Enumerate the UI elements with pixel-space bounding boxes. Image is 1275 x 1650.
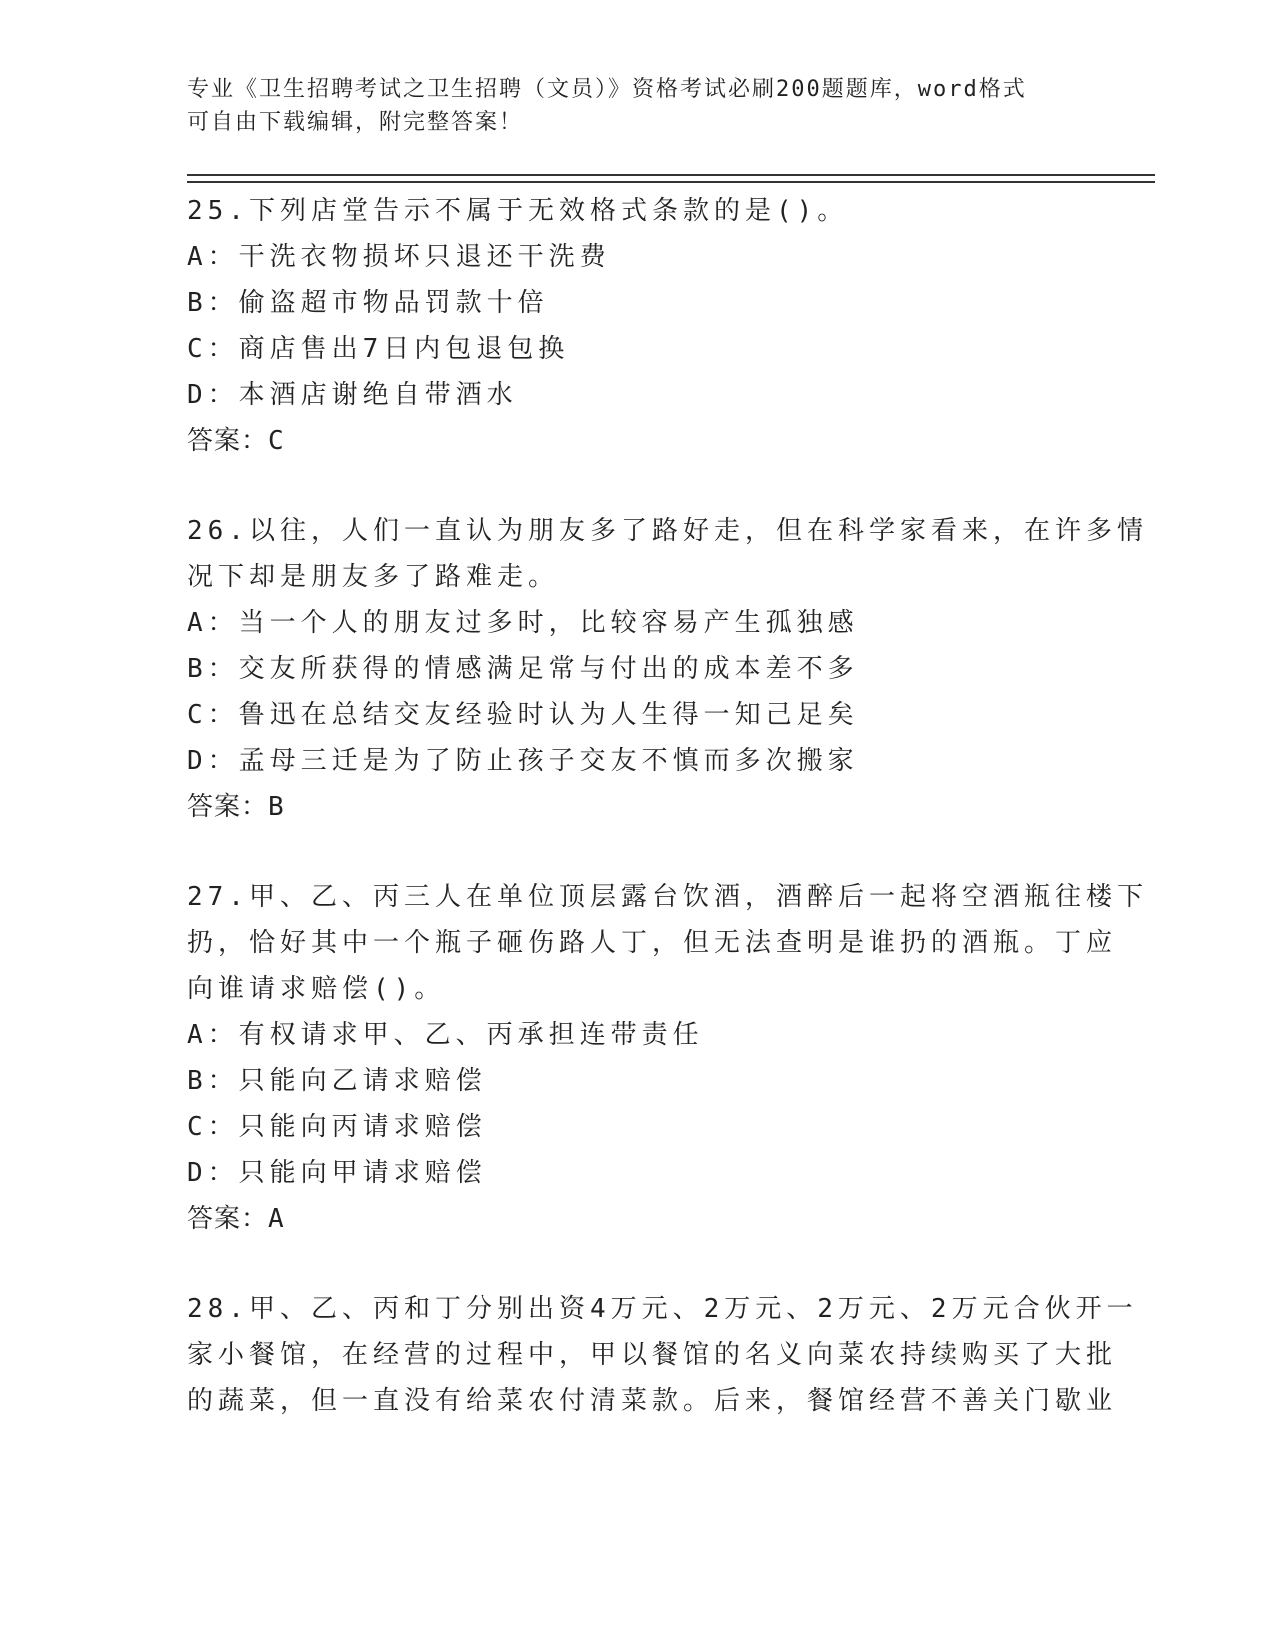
question-text: 向谁请求赔偿()。 [187, 974, 446, 1004]
answer-value: C [268, 426, 285, 456]
document-header [187, 73, 1087, 139]
answer-line [187, 418, 1087, 464]
option-c: C：鲁迅在总结交友经验时认为人生得一知己足矣 [187, 700, 859, 730]
option-d: D：只能向甲请求赔偿 [187, 1158, 487, 1188]
header-line-2: 可自由下载编辑，附完整答案！ [187, 110, 524, 135]
question-28 [187, 1286, 1138, 1424]
option-a: A：干洗衣物损坏只退还干洗费 [187, 242, 611, 272]
question-25 [187, 188, 1087, 464]
question-text: 扔，恰好其中一个瓶子砸伤路人丁，但无法查明是谁扔的酒瓶。丁应 [187, 928, 1118, 958]
answer-value: B [268, 792, 285, 822]
header-line-1: 专业《卫生招聘考试之卫生招聘（文员）》资格考试必刷200题题库，word格式 [187, 77, 1027, 102]
question-text: 家小餐馆，在经营的过程中，甲以餐馆的名义向菜农持续购买了大批 [187, 1340, 1118, 1370]
answer-line [187, 784, 1087, 830]
question-text: 25.下列店堂告示不属于无效格式条款的是()。 [187, 196, 849, 226]
header-divider-top [187, 174, 1155, 176]
option-a: A：有权请求甲、乙、丙承担连带责任 [187, 1020, 704, 1050]
header-divider-bottom [187, 181, 1155, 183]
option-a: A：当一个人的朋友过多时，比较容易产生孤独感 [187, 608, 859, 638]
question-text: 26.以往，人们一直认为朋友多了路好走，但在科学家看来，在许多情 [187, 516, 1148, 546]
option-c: C：商店售出7日内包退包换 [187, 334, 570, 364]
option-b: B：交友所获得的情感满足常与付出的成本差不多 [187, 654, 859, 684]
question-text: 的蔬菜，但一直没有给菜农付清菜款。后来，餐馆经营不善关门歇业 [187, 1386, 1118, 1416]
answer-value: A [268, 1204, 285, 1234]
question-26 [187, 508, 1148, 830]
option-d: D：本酒店谢绝自带酒水 [187, 380, 518, 410]
question-list [187, 188, 1148, 1468]
option-b: B：偷盗超市物品罚款十倍 [187, 288, 549, 318]
answer-label: 答案： [187, 1204, 269, 1234]
question-text: 况下却是朋友多了路难走。 [187, 562, 560, 592]
option-c: C：只能向丙请求赔偿 [187, 1112, 487, 1142]
option-b: B：只能向乙请求赔偿 [187, 1066, 487, 1096]
question-text: 27.甲、乙、丙三人在单位顶层露台饮酒，酒醉后一起将空酒瓶往楼下 [187, 882, 1148, 912]
answer-line [187, 1196, 1087, 1242]
answer-label: 答案： [187, 426, 269, 456]
question-27 [187, 874, 1148, 1242]
option-d: D：孟母三迁是为了防止孩子交友不慎而多次搬家 [187, 746, 859, 776]
answer-label: 答案： [187, 792, 269, 822]
question-text: 28.甲、乙、丙和丁分别出资4万元、2万元、2万元、2万元合伙开一 [187, 1294, 1138, 1324]
